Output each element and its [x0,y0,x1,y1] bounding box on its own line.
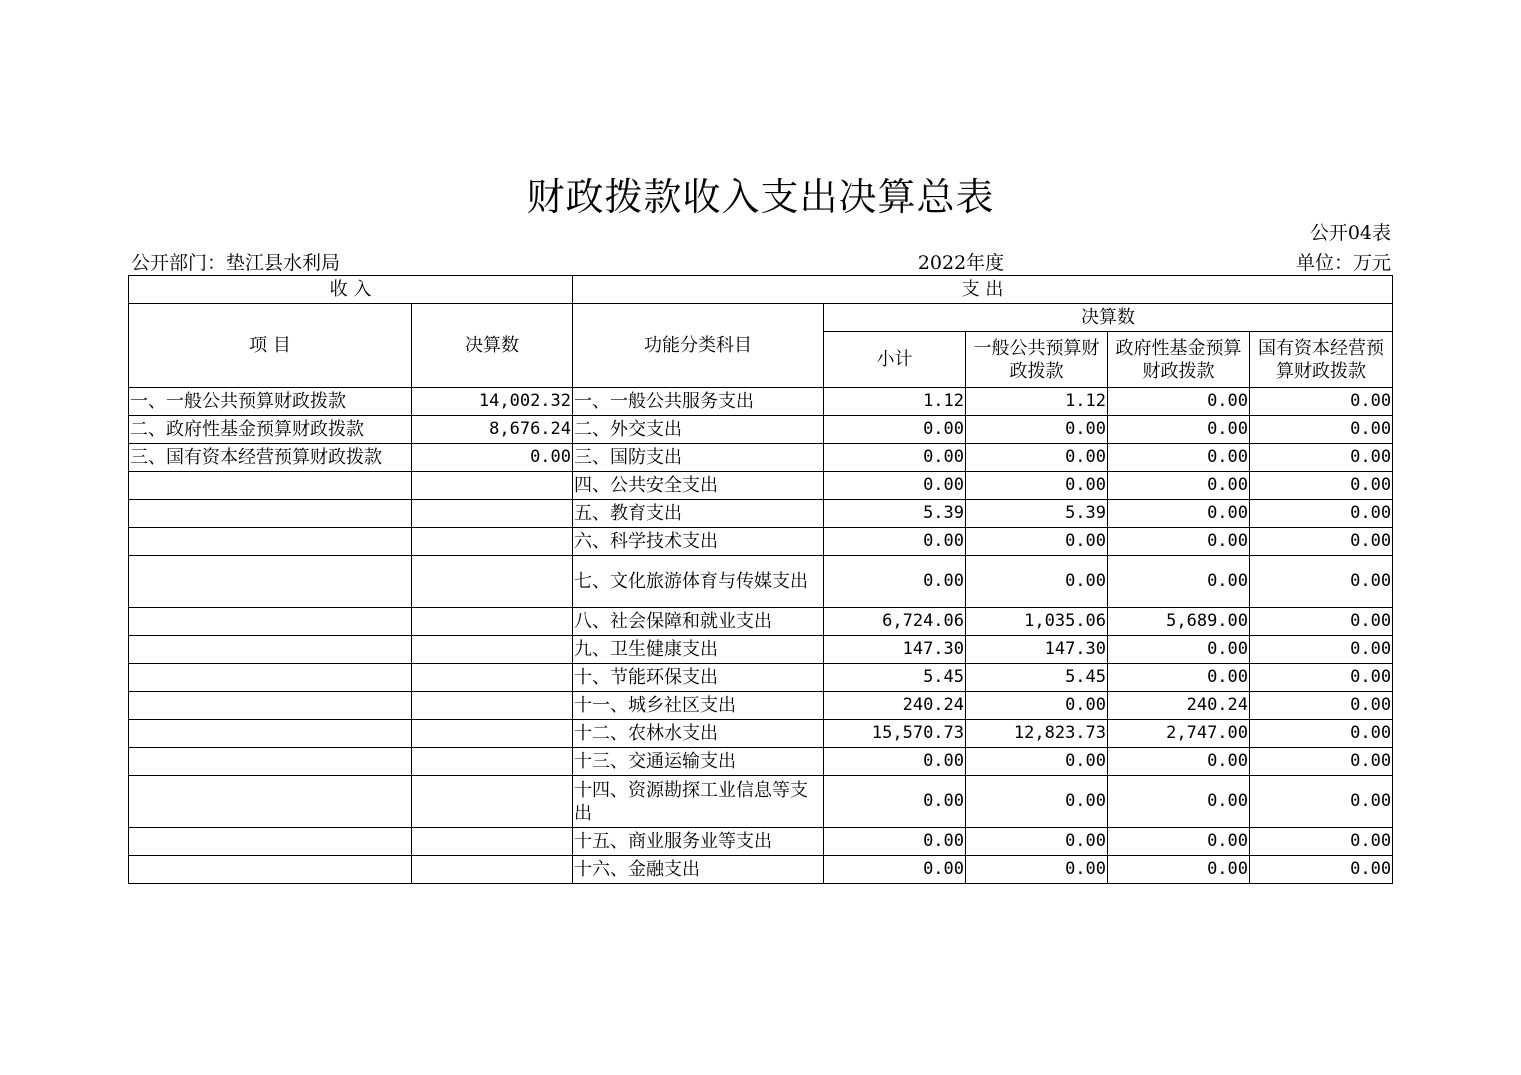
general-budget-cell: 0.00 [966,556,1108,608]
state-capital-cell: 0.00 [1250,556,1393,608]
table-row [129,856,1393,884]
function-subject-cell: 十五、商业服务业等支出 [573,828,824,856]
subtotal-cell: 15,570.73 [824,720,966,748]
general-budget-cell: 0.00 [966,416,1108,444]
subtotal-cell: 0.00 [824,856,966,884]
income-item-cell [129,856,412,884]
income-item-cell [129,692,412,720]
amount-column-header: 决算数 [412,304,573,388]
income-item-cell [129,828,412,856]
subtotal-cell: 1.12 [824,388,966,416]
income-item-cell [129,556,412,608]
subtotal-cell: 0.00 [824,556,966,608]
function-subject-cell: 三、国防支出 [573,444,824,472]
general-budget-cell: 147.30 [966,636,1108,664]
general-budget-cell: 0.00 [966,748,1108,776]
subtotal-cell: 147.30 [824,636,966,664]
state-capital-cell: 0.00 [1250,472,1393,500]
fund-budget-cell: 240.24 [1108,692,1250,720]
table-row [129,556,1393,608]
function-subject-column-header: 功能分类科目 [573,304,824,388]
income-amount-cell [412,608,573,636]
subtotal-cell: 240.24 [824,692,966,720]
function-subject-cell: 十六、金融支出 [573,856,824,884]
general-budget-cell: 1.12 [966,388,1108,416]
table-row [129,692,1393,720]
income-amount-cell [412,664,573,692]
income-item-cell [129,472,412,500]
state-capital-cell: 0.00 [1250,500,1393,528]
fund-budget-cell: 0.00 [1108,828,1250,856]
table-row [129,776,1393,828]
income-amount-cell [412,776,573,828]
income-amount-cell [412,500,573,528]
income-amount-cell [412,528,573,556]
budget-table [128,275,1393,884]
income-amount-cell: 8,676.24 [412,416,573,444]
income-item-cell [129,528,412,556]
amount-group-header: 决算数 [824,304,1393,332]
fund-budget-cell: 0.00 [1108,500,1250,528]
income-amount-cell: 0.00 [412,444,573,472]
income-amount-cell [412,828,573,856]
function-subject-cell: 二、外交支出 [573,416,824,444]
state-capital-cell: 0.00 [1250,776,1393,828]
general-budget-cell: 0.00 [966,776,1108,828]
income-amount-cell [412,748,573,776]
state-capital-cell: 0.00 [1250,664,1393,692]
expense-section-header: 支 出 [573,276,1393,304]
income-amount-cell [412,856,573,884]
state-capital-cell: 0.00 [1250,692,1393,720]
state-capital-cell: 0.00 [1250,636,1393,664]
year-label: 2022年度 [917,252,1005,274]
state-capital-cell: 0.00 [1250,856,1393,884]
income-amount-cell [412,472,573,500]
income-item-cell [129,664,412,692]
income-item-cell: 三、国有资本经营预算财政拨款 [129,444,412,472]
item-column-header: 项 目 [129,304,412,388]
fund-budget-cell: 2,747.00 [1108,720,1250,748]
table-row [129,528,1393,556]
table-row [129,444,1393,472]
general-budget-cell: 1,035.06 [966,608,1108,636]
form-number: 公开04表 [1309,222,1391,244]
table-row [129,416,1393,444]
fund-budget-cell: 0.00 [1108,388,1250,416]
income-item-cell: 二、政府性基金预算财政拨款 [129,416,412,444]
state-capital-cell: 0.00 [1250,388,1393,416]
general-budget-cell: 0.00 [966,444,1108,472]
general-budget-cell: 0.00 [966,692,1108,720]
subtotal-cell: 0.00 [824,416,966,444]
table-row [129,500,1393,528]
fund-budget-cell: 0.00 [1108,664,1250,692]
state-capital-cell: 0.00 [1250,748,1393,776]
general-budget-column-header: 一般公共预算财政拨款 [966,332,1108,388]
general-budget-cell: 0.00 [966,856,1108,884]
income-amount-cell [412,692,573,720]
general-budget-cell: 5.45 [966,664,1108,692]
income-section-header: 收 入 [129,276,573,304]
subtotal-cell: 0.00 [824,472,966,500]
general-budget-cell: 5.39 [966,500,1108,528]
general-budget-cell: 0.00 [966,528,1108,556]
function-subject-cell: 四、公共安全支出 [573,472,824,500]
income-item-cell [129,720,412,748]
subtotal-cell: 0.00 [824,444,966,472]
subtotal-cell: 0.00 [824,528,966,556]
income-amount-cell [412,636,573,664]
department-label: 公开部门：垫江县水利局 [131,252,341,274]
fund-budget-cell: 0.00 [1108,528,1250,556]
function-subject-cell: 十、节能环保支出 [573,664,824,692]
income-item-cell [129,748,412,776]
general-budget-cell: 0.00 [966,472,1108,500]
function-subject-cell: 六、科学技术支出 [573,528,824,556]
page-title: 财政拨款收入支出决算总表 [526,175,995,219]
function-subject-cell: 十一、城乡社区支出 [573,692,824,720]
subtotal-cell: 0.00 [824,828,966,856]
fund-budget-cell: 0.00 [1108,416,1250,444]
subtotal-cell: 6,724.06 [824,608,966,636]
function-subject-cell: 九、卫生健康支出 [573,636,824,664]
income-item-cell [129,500,412,528]
state-capital-cell: 0.00 [1250,528,1393,556]
income-amount-cell [412,720,573,748]
function-subject-cell: 一、一般公共服务支出 [573,388,824,416]
function-subject-cell: 十二、农林水支出 [573,720,824,748]
function-subject-cell: 十三、交通运输支出 [573,748,824,776]
table-row [129,828,1393,856]
income-amount-cell [412,556,573,608]
state-capital-cell: 0.00 [1250,444,1393,472]
fund-budget-cell: 0.00 [1108,636,1250,664]
state-capital-cell: 0.00 [1250,828,1393,856]
income-item-cell: 一、一般公共预算财政拨款 [129,388,412,416]
fund-budget-cell: 0.00 [1108,444,1250,472]
state-capital-cell: 0.00 [1250,608,1393,636]
function-subject-cell: 八、社会保障和就业支出 [573,608,824,636]
fund-budget-column-header: 政府性基金预算财政拨款 [1108,332,1250,388]
table-row [129,664,1393,692]
subtotal-cell: 0.00 [824,776,966,828]
income-item-cell [129,776,412,828]
table-row [129,472,1393,500]
function-subject-cell: 五、教育支出 [573,500,824,528]
function-subject-cell: 十四、资源勘探工业信息等支出 [573,776,824,828]
general-budget-cell: 0.00 [966,828,1108,856]
state-capital-column-header: 国有资本经营预算财政拨款 [1250,332,1393,388]
unit-label: 单位：万元 [1295,252,1391,274]
fund-budget-cell: 0.00 [1108,472,1250,500]
table-row [129,636,1393,664]
function-subject-cell: 七、文化旅游体育与传媒支出 [573,556,824,608]
income-item-cell [129,608,412,636]
fund-budget-cell: 0.00 [1108,776,1250,828]
general-budget-cell: 12,823.73 [966,720,1108,748]
subtotal-column-header: 小计 [824,332,966,388]
fund-budget-cell: 0.00 [1108,856,1250,884]
subtotal-cell: 0.00 [824,748,966,776]
fund-budget-cell: 0.00 [1108,748,1250,776]
fund-budget-cell: 5,689.00 [1108,608,1250,636]
table-row [129,388,1393,416]
fund-budget-cell: 0.00 [1108,556,1250,608]
subtotal-cell: 5.39 [824,500,966,528]
table-row [129,748,1393,776]
income-item-cell [129,636,412,664]
table-row [129,608,1393,636]
state-capital-cell: 0.00 [1250,416,1393,444]
table-row [129,720,1393,748]
income-amount-cell: 14,002.32 [412,388,573,416]
state-capital-cell: 0.00 [1250,720,1393,748]
subtotal-cell: 5.45 [824,664,966,692]
